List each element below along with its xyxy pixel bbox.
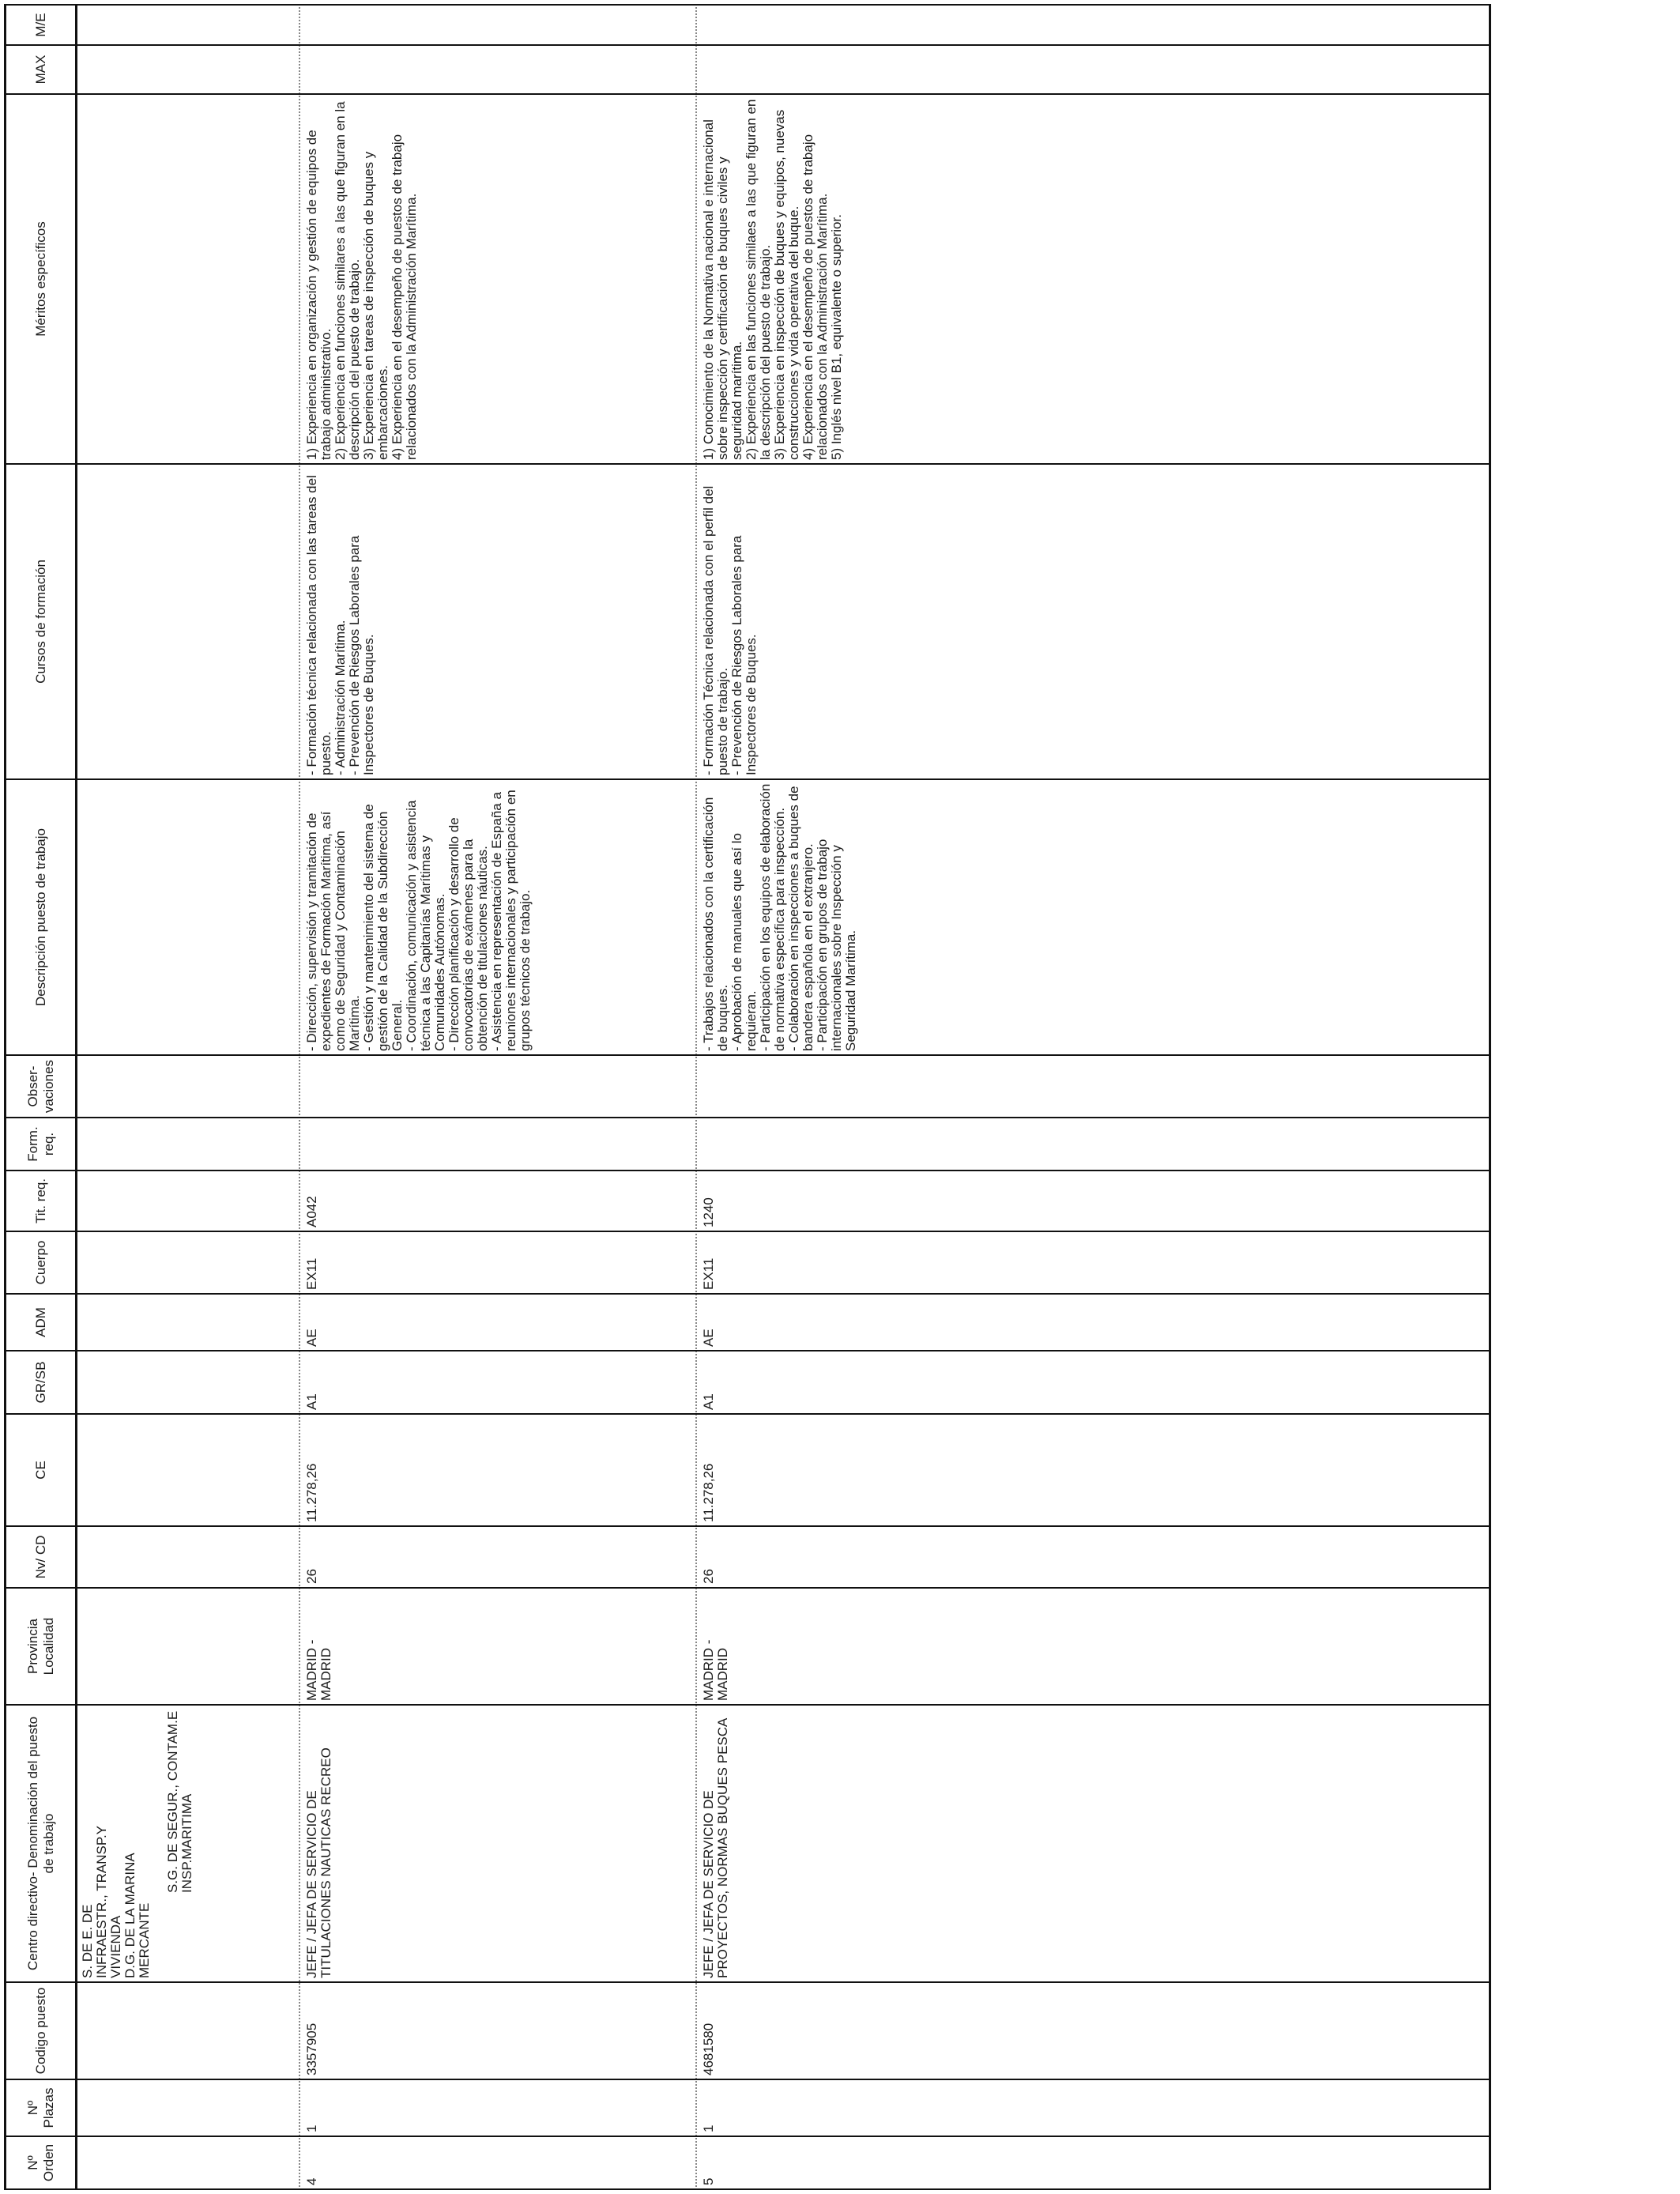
org-line: S. DE E. DE: [80, 1904, 95, 1978]
row5-adm: AE: [701, 1329, 716, 1347]
org-spacer: [152, 1709, 166, 1978]
col-divider: [4, 1587, 1491, 1589]
header-ce: CE: [32, 1461, 48, 1480]
row5-grupo: A1: [701, 1393, 716, 1410]
row5-meritos: 1) Conocimiento de la Normativa nacional e internacional sobre inspección y certificación de buques civiles y seguridad marítima. 2) Experiencia en las funciones similaes a las que figuran en la descripción del puesto de trabajo. 3) Experiencia en inspección de buques y equipos, nuevas construcciones y vida operativa del buque. 4) Experiencia en el desempeño de puestos de trabajo relacionados con la Administración Marítima. 5) Inglés nivel B1, equivalente o superior.: [701, 99, 844, 460]
row5-nivel: 26: [701, 1569, 716, 1584]
row-separator-5: [695, 4, 697, 2190]
header-grupo: GR/SB: [32, 1361, 48, 1404]
header-adm: ADM: [32, 1307, 48, 1337]
header-provincia: Provincia Localidad: [24, 1617, 56, 1676]
row-separator-4: [299, 4, 300, 2190]
table-bottom-rule: [1489, 4, 1491, 2190]
row5-codigo: 4681580: [701, 2022, 716, 2075]
row4-plazas: 1: [304, 2124, 319, 2132]
col-divider: [4, 1117, 1491, 1118]
row4-me: [303, 6, 307, 44]
row4-observaciones: [303, 1056, 307, 1117]
header-observaciones: Obser- vaciones: [24, 1059, 56, 1114]
row5-orden: 5: [701, 2177, 716, 2185]
col-divider: [4, 1293, 1491, 1295]
col-divider: [4, 2188, 1491, 2190]
col-divider: [4, 44, 1491, 46]
org-line: INFRAESTR., TRANSP.Y: [94, 1825, 109, 1978]
row4-orden: 4: [304, 2177, 319, 2185]
row4-titulacion: A042: [304, 1196, 319, 1227]
header-nivel: Nv/ CD: [32, 1535, 48, 1579]
col-divider: [4, 1413, 1491, 1415]
org-line: VIVIENDA: [108, 1915, 123, 1978]
row5-max: [700, 46, 703, 93]
row4-adm: AE: [304, 1329, 319, 1347]
col-divider: [4, 1170, 1491, 1171]
header-max: MAX: [32, 55, 48, 85]
row4-formacion: [303, 1118, 307, 1170]
header-cuerpo: Cuerpo: [32, 1240, 48, 1285]
header-codigo: Codigo puesto: [32, 1987, 48, 2075]
row4-codigo: 3357905: [304, 2022, 319, 2075]
row5-ce: 11.278,26: [701, 1463, 716, 1522]
col-divider: [4, 1231, 1491, 1232]
col-divider: [4, 2136, 1491, 2137]
row5-descripcion: - Trabajos relacionados con la certificación de buques. - Aprobación de manuales que así lo requieran. - Participación en los equipos de elaboración de normativa específica para inspección. - Colaboración en inspecciones a buques de bandera española en el extranjero. - Participación en grupos de trabajo internacionales sobre Inspección y Seguridad Marítima.: [701, 783, 858, 1051]
header-centro: Centro directivo- Denominación del puesto de trabajo: [24, 1716, 56, 1971]
row4-provincia: MADRID - MADRID: [304, 1639, 333, 1701]
header-formacion: Form. req.: [24, 1126, 56, 1162]
row5-denominacion: JEFE / JEFA DE SERVICIO DE PROYECTOS, NORMAS BUQUES PESCA: [701, 1717, 730, 1978]
col-divider: [4, 1525, 1491, 1527]
row5-provincia: MADRID - MADRID: [701, 1639, 730, 1701]
row5-plazas: 1: [701, 2124, 716, 2132]
row5-titulacion: 1240: [701, 1197, 716, 1227]
organization-block: [79, 1706, 292, 1981]
row4-cursos: - Formación técnica relacionada con las tareas del puesto. - Administración Marítima. - Prevención de Riesgos Laborales para Inspectores de Buques.: [304, 475, 376, 775]
row4-ce: 11.278,26: [304, 1463, 319, 1522]
header-meritos: Méritos específicos: [32, 221, 48, 337]
header-orden: Nº Orden: [24, 2143, 56, 2182]
row4-denominacion: JEFE / JEFA DE SERVICIO DE TITULACIONES NAUTICAS RECREO: [304, 1747, 333, 1978]
header-cursos: Cursos de formación: [32, 560, 48, 684]
row5-observaciones: [700, 1056, 703, 1117]
col-divider: [4, 1054, 1491, 1056]
row4-nivel: 26: [304, 1569, 319, 1584]
org-line: MERCANTE: [137, 1902, 152, 1978]
col-divider: [4, 1350, 1491, 1351]
org-line-indented: INSP.MARITIMA: [179, 1793, 194, 1893]
row5-formacion: [700, 1118, 703, 1170]
row5-cursos: - Formación Técnica relacionada con el perfil del puesto de trabajo. - Prevención de Riesgos Laborales para Inspectores de Buques.: [701, 485, 759, 775]
col-divider: [4, 2079, 1491, 2080]
row5-me: [700, 6, 703, 44]
header-bottom-rule: [75, 4, 77, 2190]
row5-cuerpo: EX11: [701, 1257, 716, 1290]
org-line-indented: S.G. DE SEGUR., CONTAM.E: [165, 1710, 180, 1893]
header-me: M/E: [32, 13, 48, 37]
header-plazas: Nº Plazas: [24, 2087, 56, 2128]
col-divider: [4, 1981, 1491, 1983]
header-titulacion: Tit. req.: [32, 1178, 48, 1223]
row4-meritos: 1) Experiencia en organización y gestión de equipos de trabajo administrativo. 2) Experiencia en funciones similares a las que figuran en la descripción del puesto de trabajo. 3) Experiencia en tareas de inspección de buques y embarcaciones. 4) Experiencia en el desempeño de puestos de trabajo relacionados con la Administración Marítima.: [304, 101, 419, 460]
row4-max: [303, 46, 307, 93]
row4-descripcion: - Dirección, supervisión y tramitación de expedientes de Formación Marítima, así como de Seguridad y Contaminación Marítima. - Gestión y mantenimiento del sistema de gestión de la Calidad de la Subdirección General. - Coordinación, comunicación y asistencia técnica a las Capitanías Marítimas y Comunidades Autónomas. - Dirección planificación y desarrollo de convocatorias de exámenes para la obtención de titulaciones náuticas. - Asistencia en representación de España a reuniones internacionales y participación en grupos técnicos de trabajo.: [304, 790, 533, 1051]
header-descripcion: Descripción puesto de trabajo: [32, 828, 48, 1006]
col-divider: [4, 4, 1491, 6]
row4-cuerpo: EX11: [304, 1257, 319, 1290]
org-line: D.G. DE LA MARINA: [122, 1853, 137, 1978]
row4-grupo: A1: [304, 1393, 319, 1410]
